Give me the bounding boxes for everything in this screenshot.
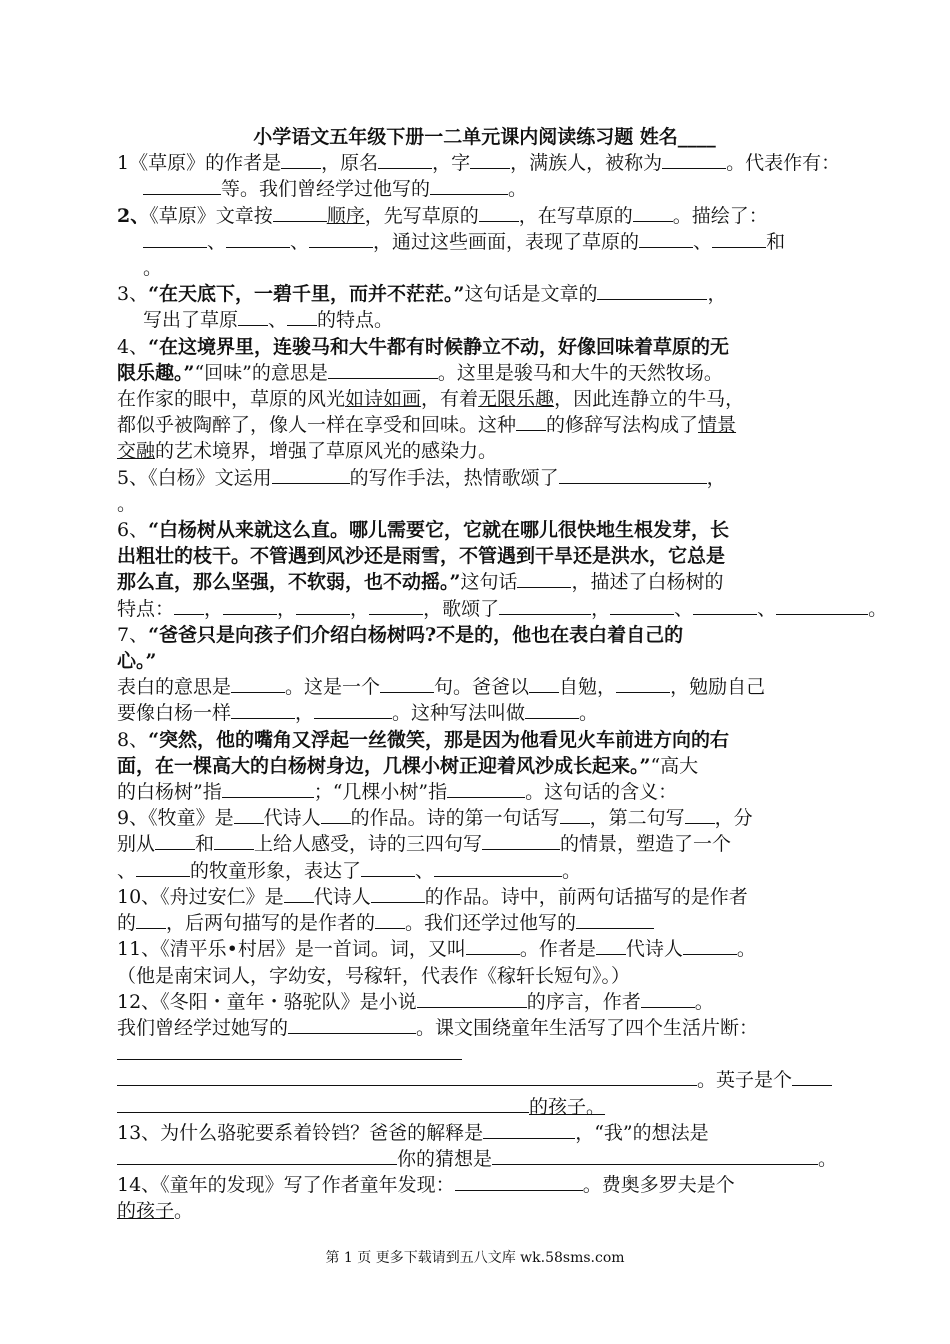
question-9-line-3: 、 的牧童形象，表达了 、 。 (117, 859, 582, 882)
question-7-line-2: 心。” (117, 650, 157, 673)
answer-blank (369, 597, 423, 615)
question-6-line-2: 出粗壮的枝干。不管遇到风沙还是雨雪，不管遇到干旱还是洪水，它总是 (117, 545, 726, 568)
answer-blank (309, 230, 373, 248)
answer-blank (287, 308, 317, 326)
answer-blank (378, 151, 432, 169)
answer-blank (214, 832, 254, 850)
question-14-line-1: 14、《童年的发现》写了作者童年发现： 。费奥多罗夫是个 (117, 1174, 735, 1197)
question-4-line-3: 在作家的眼中，草原的风光如诗如画，有着无限乐趣，因此连静立的牛马， (117, 388, 745, 411)
question-2-line-3: 。 (143, 257, 163, 280)
question-6-line-3: 那么直，那么坚强，不软弱，也不动摇。”这句话 ，描述了白杨树的 (117, 571, 724, 594)
question-11-line-1: 11、《清平乐•村居》是一首词。词，又叫 。作者是 代诗人 。 (117, 938, 756, 961)
question-13-line-1: 13、为什么骆驼要系着铃铛？爸爸的解释是 ，“我”的想法是 (117, 1121, 709, 1144)
answer-blank (222, 780, 314, 798)
answer-blank (136, 911, 166, 929)
question-12-line-1: 12、《冬阳・童年・骆驼队》是小说 的序言，作者 。 (117, 990, 714, 1013)
answer-blank (231, 675, 285, 693)
question-6-line-1: 6、“白杨树从来就这么直。哪儿需要它，它就在哪儿很快地生根发芽，长 (117, 519, 730, 542)
question-8-line-1: 8、“突然，他的嘴角又浮起一丝微笑，那是因为他看见火车前进方向的右 (117, 728, 730, 751)
question-2-line-2: 、 、 ，通过这些画面，表现了草原的 、 和 (117, 229, 852, 255)
answer-blank (273, 204, 327, 222)
question-4-line-4: 都似乎被陶醉了，像人一样在享受和回味。这种 的修辞写法构成了情景 (117, 414, 737, 437)
answer-blank (776, 597, 868, 615)
answer-blank (231, 701, 295, 719)
answer-blank (633, 204, 673, 222)
question-4-line-1: 4、“在这境界里，连骏马和大牛都有时候静立不动，好像回味着草原的无 (117, 335, 730, 358)
answer-blank (560, 806, 590, 824)
question-3-line-1: 3、“在天底下，一碧千里，而并不茫茫。”这句话是文章的 ， (117, 283, 727, 306)
answer-blank (466, 937, 520, 955)
question-10-line-1: 10、《舟过安仁》是 代诗人 的作品。诗中，前两句话描写的是作者 (117, 885, 748, 908)
answer-blank (223, 597, 277, 615)
answer-blank (117, 1042, 462, 1060)
answer-blank (610, 597, 674, 615)
question-12-line-2: 我们曾经学过她写的 。课文围绕童年生活写了四个生活片断： (117, 1016, 759, 1039)
question-5-line-1: 5、《白杨》文运用 的写作手法，热情歌颂了 ， (117, 466, 726, 489)
answer-blank (174, 597, 204, 615)
answer-blank (712, 230, 766, 248)
answer-blank (447, 780, 525, 798)
answer-blank (616, 675, 670, 693)
answer-blank (361, 859, 415, 877)
answer-blank (639, 230, 693, 248)
answer-blank (143, 177, 221, 195)
answer-blank (430, 177, 508, 195)
answer-blank (417, 990, 527, 1008)
answer-blank (117, 1068, 697, 1086)
answer-blank (314, 701, 392, 719)
answer-blank (136, 859, 190, 877)
page-title: 小学语文五年级下册一二单元课内阅读练习题 姓名____ (253, 126, 716, 148)
answer-blank (693, 597, 757, 615)
answer-blank (328, 361, 438, 379)
answer-blank (792, 1068, 832, 1086)
question-4-line-2: 限乐趣。”“回味”的意思是 。这里是骏马和大牛的天然牧场。 (117, 361, 723, 384)
question-7-line-4: 要像白杨一样 ， 。这种写法叫做 。 (117, 702, 599, 725)
question-11-line-2: （他是南宋词人，字幼安，号稼轩，代表作《稼轩长短句》。） (117, 964, 631, 987)
answer-blank (596, 937, 626, 955)
answer-blank (434, 859, 562, 877)
answer-blank (492, 1147, 818, 1165)
answer-blank (380, 675, 434, 693)
question-2-line-1: 2、《草原》文章按 顺序，先写草原的 ，在写草原的 。描绘了： (117, 204, 768, 227)
answer-blank (321, 806, 351, 824)
answer-blank (272, 466, 350, 484)
question-13-line-2: 你的猜想是 。 (117, 1146, 852, 1172)
question-5-line-2: 。 (117, 492, 137, 515)
answer-blank (155, 832, 195, 850)
question-3-line-2: 写出了草原 、 的特点。 (143, 309, 394, 332)
answer-blank (117, 1147, 397, 1165)
question-6-line-4: 特点： ， ， ， ，歌颂了 ， 、 、 。 (117, 597, 888, 620)
answer-blank (284, 885, 314, 903)
answer-blank (483, 1121, 575, 1139)
answer-blank (516, 413, 546, 431)
question-7-line-3: 表白的意思是 。这是一个 句。爸爸以 自勉， ，勉励自己 (117, 676, 766, 699)
answer-blank (685, 806, 715, 824)
answer-blank (479, 204, 519, 222)
answer-blank (288, 1016, 416, 1034)
answer-blank (371, 885, 425, 903)
question-1-line-2: 等。我们曾经学过他写的 。 (117, 176, 852, 202)
question-10-line-2: 的 ，后两句描写的是作者的 。我们还学过他写的 (117, 910, 852, 936)
question-8-line-2: 面，在一棵高大的白杨树身边，几棵小树正迎着风沙成长起来。”“高大 (117, 754, 699, 777)
answer-blank (238, 308, 268, 326)
answer-blank (517, 570, 571, 588)
question-8-line-3: 的白杨树”指 ；“几棵小树”指 。这句话的含义： (117, 781, 678, 804)
question-7-line-1: 7、“爸爸只是向孩子们介绍白杨树吗?不是的，他也在表白着自己的 (117, 623, 684, 646)
answer-blank (234, 806, 264, 824)
answer-blank (375, 911, 405, 929)
question-12-line-5: 的孩子。 (117, 1094, 852, 1120)
answer-blank (576, 911, 654, 929)
answer-blank (597, 282, 707, 300)
worksheet (117, 124, 888, 1225)
question-4-line-5: 交融的艺术境界，增强了草原风光的感染力。 (117, 440, 498, 463)
page-footer: 第 1 页 更多下载请到五八文库 wk.58sms.com (325, 1250, 625, 1266)
question-1-line-1: 1《草原》的作者是 ，原名 ，字 ，满族人，被称为 。代表作有： (117, 152, 841, 175)
answer-blank (143, 230, 207, 248)
answer-blank (281, 151, 321, 169)
answer-blank (117, 1095, 529, 1113)
answer-blank (226, 230, 290, 248)
question-12-line-4: 。英子是个 (117, 1067, 852, 1093)
answer-blank (529, 675, 559, 693)
answer-blank (499, 597, 591, 615)
answer-blank (296, 597, 350, 615)
answer-blank (641, 990, 695, 1008)
answer-blank (662, 151, 726, 169)
question-9-line-2: 别从 和 上给人感受，诗的三四句写 的情景，塑造了一个 (117, 833, 732, 856)
answer-blank (559, 466, 707, 484)
answer-blank (525, 701, 579, 719)
question-14-line-2: 的孩子。 (117, 1200, 194, 1223)
question-9-line-1: 9、《牧童》是 代诗人 的作品。诗的第一句话写 ，第二句写 ，分 (117, 807, 753, 830)
answer-blank (683, 937, 737, 955)
answer-blank (470, 151, 510, 169)
answer-blank (455, 1173, 583, 1191)
answer-blank (482, 832, 560, 850)
question-12-line-3 (117, 1041, 852, 1067)
